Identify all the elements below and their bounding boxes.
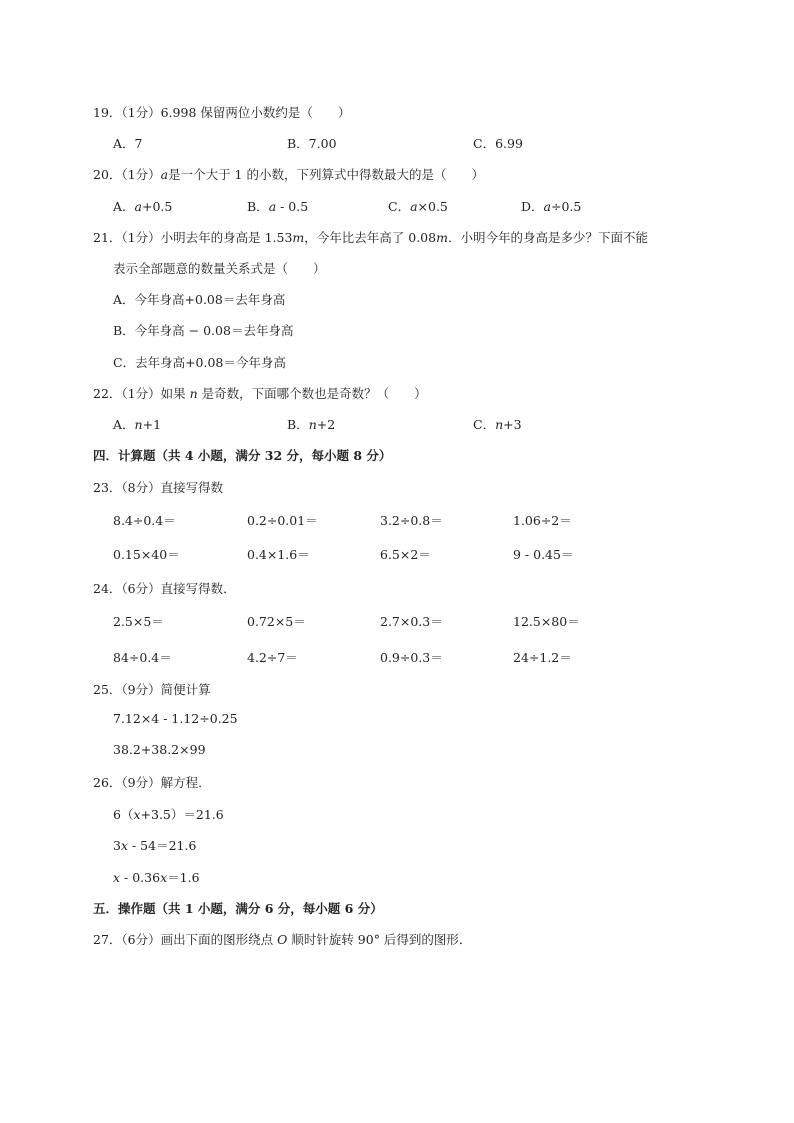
- q19-option-a: A．7: [113, 136, 143, 151]
- question-22-stem: 22．（1分）如果 n 是奇数，下面哪个数也是奇数？（ ）: [93, 386, 427, 401]
- q21-option-b: B．今年身高 − 0.08＝去年身高: [113, 323, 294, 338]
- question-26-stem: 26．（9分）解方程．: [93, 775, 211, 790]
- q22-option-c: C．n+3: [473, 417, 522, 432]
- q24-item: 2.5×5＝: [113, 614, 164, 629]
- question-21-stem-line2: 表示全部题意的数量关系式是（ ）: [113, 261, 326, 276]
- q23-item: 0.4×1.6＝: [247, 547, 310, 562]
- q24-item: 0.9÷0.3＝: [380, 650, 443, 665]
- q23-item: 1.06÷2＝: [513, 513, 572, 528]
- q23-item: 0.15×40＝: [113, 547, 180, 562]
- question-25-stem: 25．（9分）简便计算: [93, 682, 211, 697]
- q24-item: 4.2÷7＝: [247, 650, 298, 665]
- q24-item: 84÷0.4＝: [113, 650, 172, 665]
- question-24-stem: 24．（6分）直接写得数．: [93, 581, 236, 596]
- question-27-stem: 27．（6分）画出下面的图形绕点 O 顺时针旋转 90° 后得到的图形．: [93, 932, 472, 947]
- section-5-heading: 五．操作题（共 1 小题，满分 6 分，每小题 6 分）: [93, 901, 383, 916]
- q19-option-c: C．6.99: [473, 136, 523, 151]
- q22-option-b: B．n+2: [287, 417, 336, 432]
- q20-option-c: C．a×0.5: [388, 199, 448, 214]
- q24-item: 2.7×0.3＝: [380, 614, 443, 629]
- q23-item: 9 - 0.45＝: [513, 547, 574, 562]
- q24-item: 24÷1.2＝: [513, 650, 572, 665]
- q24-item: 12.5×80＝: [513, 614, 580, 629]
- q20-option-b: B．a - 0.5: [247, 199, 309, 214]
- q25-expression: 7.12×4 - 1.12÷0.25: [113, 711, 238, 726]
- q25-expression: 38.2+38.2×99: [113, 742, 206, 757]
- question-19-stem: 19．（1分）6.998 保留两位小数约是（ ）: [93, 105, 351, 120]
- q22-option-a: A．n+1: [113, 417, 162, 432]
- q21-option-c: C．去年身高+0.08＝今年身高: [113, 355, 286, 370]
- question-21-stem-line1: 21．（1分）小明去年的身高是 1.53m，今年比去年高了 0.08m．小明今年的身高是多少？下面不能: [93, 230, 648, 245]
- q20-option-a: A．a+0.5: [113, 199, 173, 214]
- q24-item: 0.72×5＝: [247, 614, 306, 629]
- q19-option-b: B．7.00: [287, 136, 337, 151]
- q21-option-a: A．今年身高+0.08＝去年身高: [113, 292, 286, 307]
- section-4-heading: 四．计算题（共 4 小题，满分 32 分，每小题 8 分）: [93, 448, 392, 463]
- q26-equation-1: 6（x+3.5）＝21.6: [113, 807, 224, 822]
- q23-item: 3.2÷0.8＝: [380, 513, 443, 528]
- q20-option-d: D．a÷0.5: [521, 199, 582, 214]
- q23-item: 8.4÷0.4＝: [113, 513, 176, 528]
- question-20-stem: 20．（1分）a是一个大于 1 的小数，下列算式中得数最大的是（ ）: [93, 167, 484, 182]
- q26-equation-3: x - 0.36x＝1.6: [113, 870, 200, 885]
- q26-equation-2: 3x - 54＝21.6: [113, 838, 197, 853]
- q23-item: 0.2÷0.01＝: [247, 513, 318, 528]
- question-23-stem: 23．（8分）直接写得数: [93, 480, 224, 495]
- q23-item: 6.5×2＝: [380, 547, 431, 562]
